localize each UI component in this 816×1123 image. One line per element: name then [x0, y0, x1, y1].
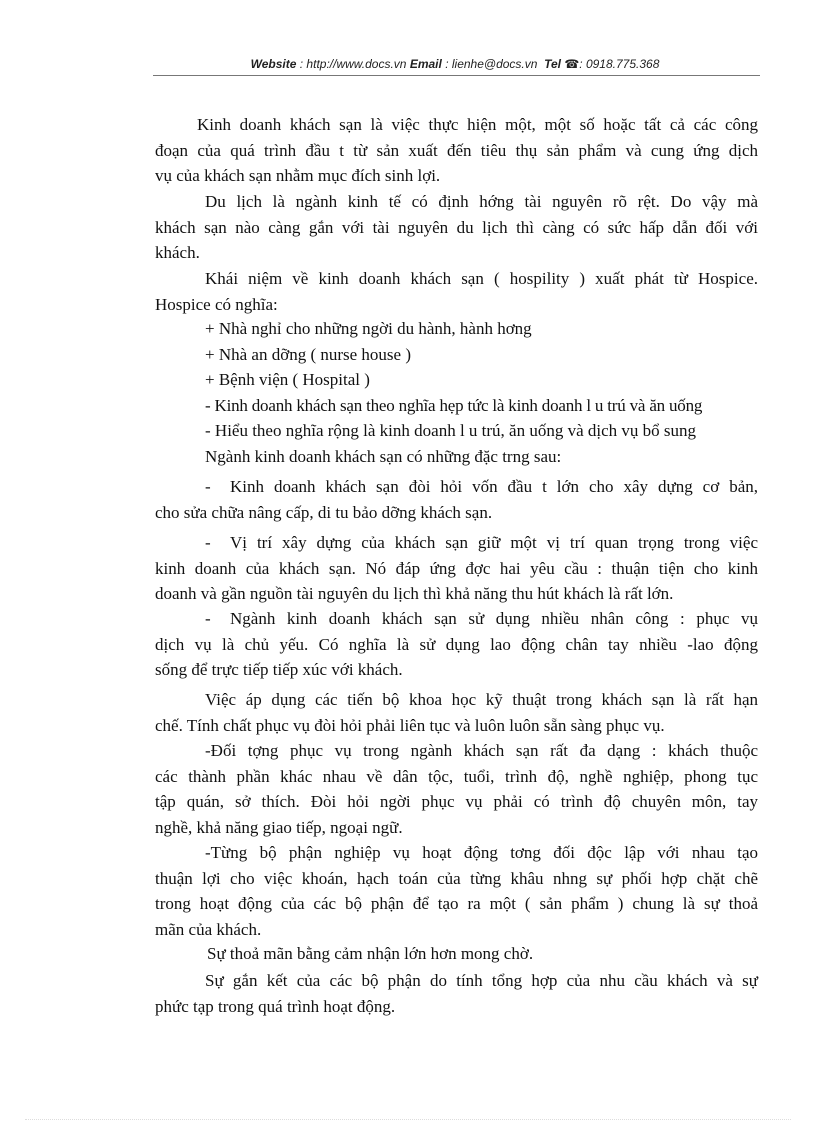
paragraph: [155, 968, 758, 1019]
page-bottom-border: [25, 1119, 791, 1120]
website-label: Website: [250, 57, 297, 71]
paragraph: [155, 530, 758, 607]
text-line: [155, 891, 758, 917]
text-line: [155, 266, 758, 292]
text-line: [155, 240, 758, 266]
line-text: chế. Tính chất phục vụ đòi hỏi phải liên tục và luôn luôn sẵn sàng phục vụ.: [155, 715, 665, 735]
text-line: [155, 764, 758, 790]
line-text: đoạn của quá trình đầu t từ sản xuất đến tiêu thụ sản phẩm và cung ứng dịch: [155, 140, 758, 160]
line-text: các thành phần khác nhau về dân tộc, tuổi, trình độ, nghề nghiệp, phong tục: [155, 766, 758, 786]
text-line: [155, 556, 758, 582]
text-line: [155, 687, 758, 713]
line-text: + Nhà an dỡng ( nurse house ): [205, 344, 412, 364]
paragraph: [155, 941, 758, 967]
line-text: khách sạn nào càng gắn với tài nguyên du lịch thì càng có sức hấp dẫn đối với: [155, 217, 758, 237]
paragraph: [155, 112, 758, 189]
line-text: Kinh doanh khách sạn là việc thực hiện một, một số hoặc tất cả các công: [197, 115, 758, 134]
line-text: nghề, khả năng giao tiếp, ngoại ngữ.: [155, 817, 403, 837]
line-text: + Bệnh viện ( Hospital ): [205, 370, 370, 389]
text-line: [155, 444, 758, 470]
tel-label: Tel: [544, 57, 561, 71]
bullet-marker: -: [205, 477, 211, 496]
website-value: : http://www.docs.vn: [299, 57, 407, 71]
text-line: [155, 994, 758, 1020]
tel-value: ☎: 0918.775.368: [564, 57, 660, 71]
text-line: [155, 866, 758, 892]
line-text: + Nhà nghỉ cho những ngời du hành, hành hơng: [205, 319, 532, 338]
line-text: doanh và gần nguồn tài nguyên du lịch thì khả năng thu hút khách là rất lớn.: [155, 584, 674, 603]
line-text: tập quán, sở thích. Đòi hỏi ngời phục vụ phải có trình độ chuyên môn, tay: [155, 792, 758, 811]
line-text: -Đối tợng phục vụ trong ngành khách sạn rất đa dạng : khách thuộc: [205, 741, 758, 760]
line-text: Ngành kinh doanh khách sạn sử dụng nhiều nhân công : phục vụ: [230, 609, 758, 628]
text-line: [155, 474, 758, 500]
line-text: Du lịch là ngành kinh tế có định hớng tài nguyên rõ rệt. Do vậy mà: [205, 192, 758, 211]
text-line: [155, 500, 758, 526]
text-line: [155, 632, 758, 658]
text-line: [155, 316, 758, 342]
text-line: [155, 163, 758, 189]
text-line: [155, 367, 758, 393]
text-line: [155, 581, 758, 607]
line-text: Ngành kinh doanh khách sạn có những đặc trng sau:: [205, 447, 562, 466]
email-value: : lienhe@docs.vn: [445, 57, 538, 71]
text-line: [155, 657, 758, 683]
text-line: [155, 292, 758, 318]
paragraph: [155, 738, 758, 840]
page-header: [150, 57, 760, 71]
line-text: Khái niệm về kinh doanh khách sạn ( hospility ) xuất phát từ Hospice.: [205, 269, 758, 288]
line-text: -Từng bộ phận nghiệp vụ hoạt động tơng đối độc lập với nhau tạo: [205, 843, 758, 862]
paragraph: [155, 316, 758, 444]
line-text: Việc áp dụng các tiến bộ khoa học kỹ thuật trong khách sạn là rất hạn: [205, 690, 758, 709]
line-text: cho sửa chữa nâng cấp, di tu bảo dỡng khách sạn.: [155, 502, 493, 522]
email-label: Email: [409, 57, 442, 71]
line-text: Hospice có nghĩa:: [155, 294, 278, 314]
text-line: [155, 815, 758, 841]
paragraph: [155, 687, 758, 738]
paragraph: [155, 266, 758, 317]
text-line: [155, 530, 758, 556]
text-line: [155, 941, 758, 967]
line-text: phức tạp trong quá trình hoạt động.: [155, 996, 396, 1016]
line-text: Vị trí xây dựng của khách sạn giữ một vị trí quan trọng trong việc: [230, 533, 758, 552]
line-text: dịch vụ là chủ yếu. Có nghĩa là sử dụng lao động chân tay nhiều -lao động: [155, 634, 758, 654]
text-line: [155, 342, 758, 368]
paragraph: [155, 444, 758, 470]
paragraph: [155, 189, 758, 266]
line-text: mãn của khách.: [155, 919, 262, 939]
text-line: [155, 112, 758, 138]
line-text: kinh doanh của khách sạn. Nó đáp ứng đợc hai yêu cầu : thuận tiện cho kinh: [155, 558, 758, 578]
text-line: [155, 789, 758, 815]
line-text: trong hoạt động của các bộ phận để tạo ra một ( sản phẩm ) chung là sự thoả: [155, 894, 758, 913]
text-line: [155, 418, 758, 444]
text-line: [155, 606, 758, 632]
text-line: [155, 840, 758, 866]
text-line: [155, 215, 758, 241]
bullet-marker: -: [205, 533, 211, 552]
text-line: [155, 713, 758, 739]
line-text: - Hiểu theo nghĩa rộng là kinh doanh l u trú, ăn uống và dịch vụ bổ sung: [205, 421, 697, 440]
paragraph: [155, 474, 758, 525]
line-text: Kinh doanh khách sạn đòi hỏi vốn đầu t lớn cho xây dựng cơ bản,: [230, 477, 758, 496]
text-line: [155, 393, 758, 419]
line-text: Sự thoả mãn bằng cảm nhận lớn hơn mong chờ.: [207, 944, 534, 963]
line-text: - Kinh doanh khách sạn theo nghĩa hẹp tức là kinh doanh l u trú và ăn uống: [205, 395, 703, 415]
text-line: [155, 917, 758, 943]
bullet-marker: -: [205, 609, 211, 628]
text-line: [155, 738, 758, 764]
line-text: sống để trực tiếp tiếp xúc với khách.: [155, 660, 403, 679]
text-line: [155, 138, 758, 164]
line-text: Sự gắn kết của các bộ phận do tính tổng hợp của nhu cầu khách và sự: [205, 971, 758, 990]
line-text: khách.: [155, 243, 200, 262]
text-line: [155, 968, 758, 994]
paragraph: [155, 606, 758, 683]
line-text: thuận lợi cho việc khoán, hạch toán của từng khâu nhng sự phối hợp chặt chẽ: [155, 868, 758, 888]
text-line: [155, 189, 758, 215]
paragraph: [155, 840, 758, 942]
header-rule: [153, 75, 760, 76]
line-text: vụ của khách sạn nhằm mục đích sinh lợi.: [155, 166, 441, 185]
